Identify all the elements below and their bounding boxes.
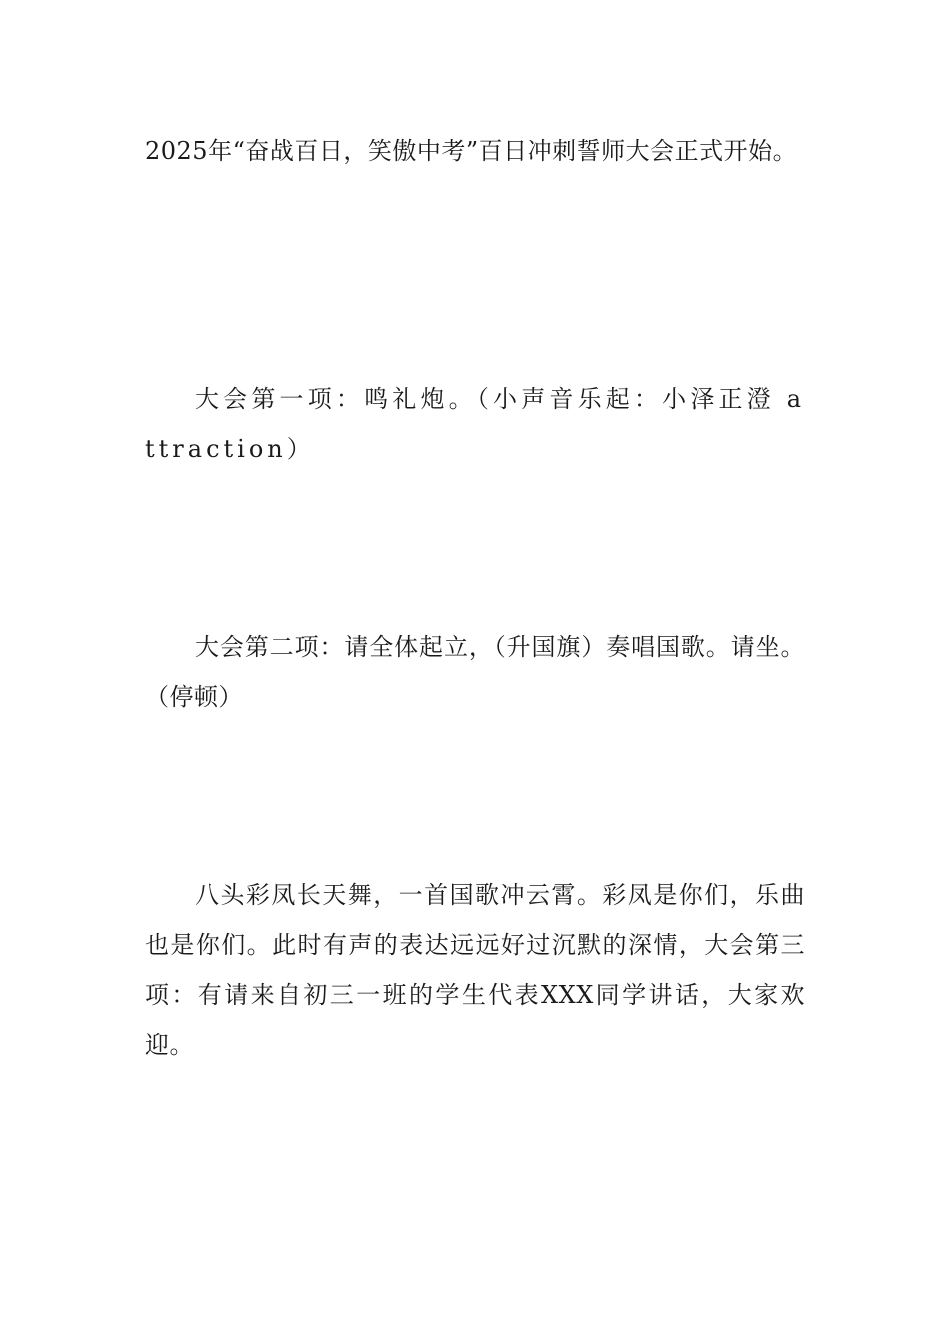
paragraph-item-2: 大会第二项：请全体起立，（升国旗）奏唱国歌。请坐。（停顿） (145, 633, 805, 711)
paragraph-item-3: 八头彩凤长天舞，一首国歌冲云霄。彩凤是你们，乐曲也是你们。此时有声的表达远远好过沉默的深情，大会第三项：有请来自初三一班的学生代表XXX同学讲话，大家欢迎。 (145, 881, 805, 1059)
paragraph-item-1: 大会第一项：鸣礼炮。（小声音乐起：小泽正澄 attraction） (145, 385, 805, 463)
paragraph-opening: 2025年“奋战百日，笑傲中考”百日冲刺誓师大会正式开始。 (145, 137, 798, 165)
